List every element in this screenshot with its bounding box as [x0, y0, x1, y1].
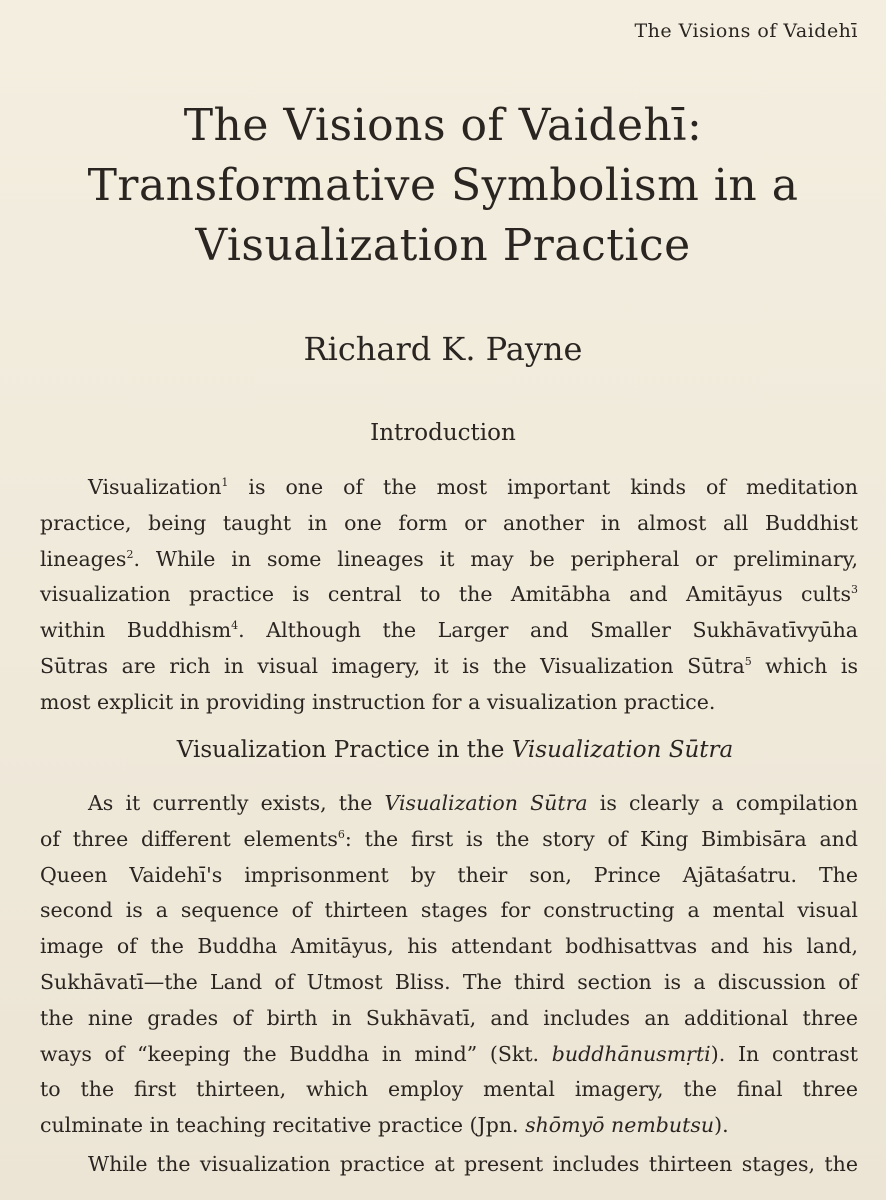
paragraph-introduction	[40, 470, 858, 721]
article-title	[0, 96, 886, 276]
text-line: As it currently exists, the Visualization Sūtra is clearly a compilation	[88, 791, 858, 815]
author-name: Richard K. Payne	[303, 330, 583, 368]
paragraph-continuation	[40, 1147, 858, 1183]
text-line: culminate in teaching recitative practice (Jpn. shōmyō nembutsu).	[40, 1113, 729, 1138]
text-line: visualization practice is central to the Amitābha and Amitāyus cults$^3$	[40, 582, 858, 607]
text-line: lineages$^2$. While in some lineages it may be peripheral or preliminary,	[40, 546, 858, 571]
title-line: Visualization Practice	[195, 220, 691, 271]
text-line: within Buddhism$^4$. Although the Larger and Smaller Sukhāvatīvyūha	[40, 618, 858, 643]
paragraph-visualization-practice	[40, 786, 858, 1144]
title-line: Transformative Symbolism in a	[87, 160, 799, 211]
footnote-mark: 2	[126, 547, 134, 561]
text-line: to the first thirteen, which employ mental imagery, the final three	[40, 1077, 858, 1102]
text-line: practice, being taught in one form or another in almost all Buddhist	[40, 510, 858, 535]
footnote-mark: 6	[337, 827, 345, 841]
introduction-heading: Introduction	[370, 420, 516, 446]
text-line: image of the Buddha Amitāyus, his attendant bodhisattvas and his land,	[40, 934, 858, 959]
footnote-mark: 5	[744, 654, 752, 668]
text-line: Sukhāvatī—the Land of Utmost Bliss. The third section is a discussion of	[40, 969, 858, 994]
footnote-mark: 1	[221, 476, 229, 489]
footnote-mark: 4	[231, 619, 239, 633]
running-head: The Visions of Vaidehī	[634, 20, 858, 42]
text-line: most explicit in providing instruction for a visualization practice.	[40, 689, 716, 714]
text-line: second is a sequence of thirteen stages for constructing a mental visual	[40, 898, 858, 923]
text-line: Visualization$^1$ is one of the most important kinds of meditation	[88, 475, 858, 499]
text-line: Sūtras are rich in visual imagery, it is the Visualization Sūtra$^5$ which is	[40, 653, 858, 678]
text-line: ways of “keeping the Buddha in mind” (Skt. buddhānusmṛti). In contrast	[40, 1041, 858, 1066]
text-line: of three different elements$^6$: the first is the story of King Bimbisāra and	[40, 826, 858, 851]
text-line: Queen Vaidehī's imprisonment by their son, Prince Ajātaśatru. The	[40, 862, 858, 887]
section-heading: Visualization Practice in the Visualization Sūtra	[176, 737, 734, 763]
text-line: While the visualization practice at present includes thirteen stages, the	[88, 1152, 858, 1176]
text-line: the nine grades of birth in Sukhāvatī, and includes an additional three	[40, 1005, 858, 1030]
title-line: The Visions of Vaidehī:	[183, 100, 703, 151]
footnote-mark: 3	[851, 583, 858, 597]
